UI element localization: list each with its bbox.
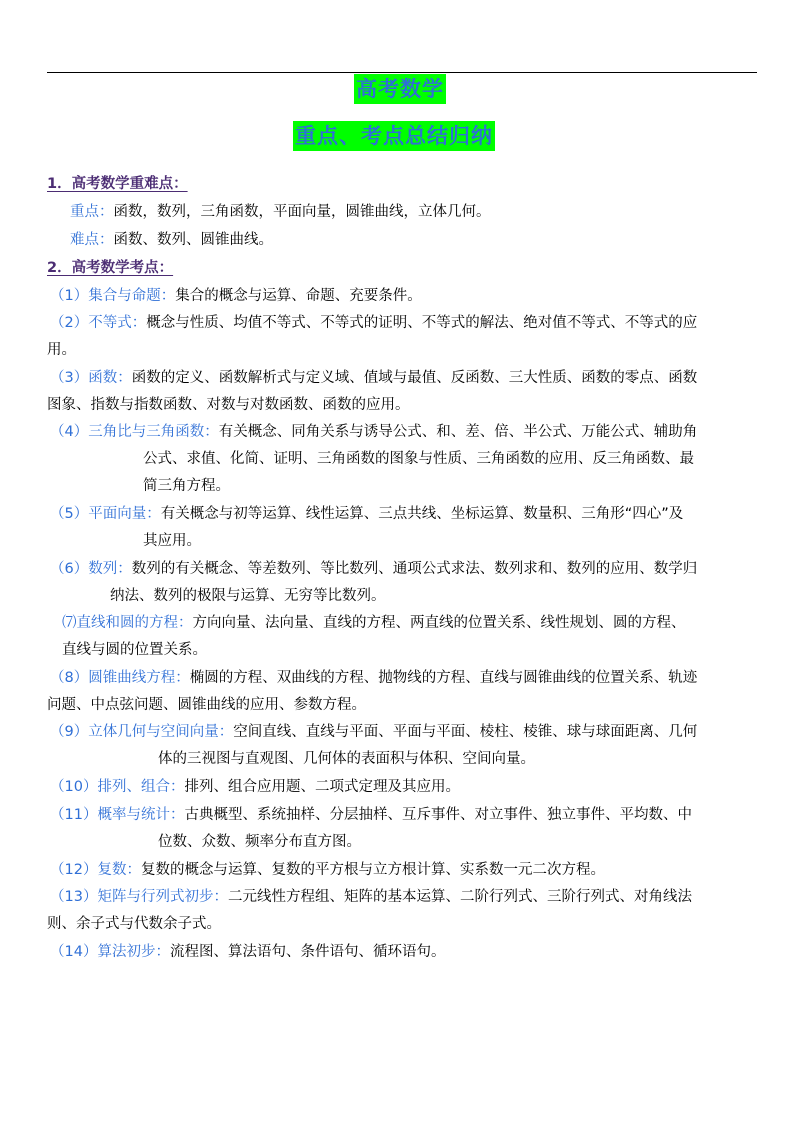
topic-9-continuation: 体的三视图与直观图、几何体的表面积与体积、空间向量。	[158, 751, 535, 767]
topic-8	[50, 666, 697, 687]
topic-2-continuation: 用。	[47, 342, 76, 358]
topic-text: 椭圆的方程、双曲线的方程、抛物线的方程、直线与圆锥曲线的位置关系、轨迹	[189, 670, 698, 686]
topic-label: 算法初步：	[97, 944, 170, 960]
topic-13-continuation: 则、余子式与代数余子式。	[47, 916, 221, 932]
topic-6	[50, 557, 697, 578]
topic-text: 排列、组合应用题、二项式定理及其应用。	[184, 779, 460, 795]
topic-text: 方向向量、法向量、直线的方程、两直线的位置关系、线性规划、圆的方程、	[192, 615, 686, 631]
topic-number: （10）	[50, 779, 98, 795]
topic-number: ⑺	[62, 615, 77, 631]
topic-3-continuation: 图象、指数与指数函数、对数与对数函数、函数的应用。	[47, 397, 410, 413]
topic-4-continuation-2: 简三角方程。	[143, 478, 230, 494]
topic-number: （1）	[50, 288, 89, 304]
topic-4-continuation-1: 公式、求值、化简、证明、三角函数的图象与性质、三角函数的应用、反三角函数、最	[143, 451, 694, 467]
topic-4	[50, 420, 697, 441]
topic-number: （4）	[50, 424, 89, 440]
topic-number: （5）	[50, 506, 89, 522]
section-heading-exam-points: 2．高考数学考点：	[47, 260, 174, 276]
topic-number: （8）	[50, 670, 89, 686]
topic-label: 圆锥曲线方程：	[88, 670, 190, 686]
topic-9	[50, 720, 697, 741]
hard-points-text: 函数、数列、圆锥曲线。	[113, 232, 273, 248]
topic-number: （12）	[50, 862, 98, 878]
topic-14	[50, 940, 445, 961]
topic-label: 直线和圆的方程：	[76, 615, 193, 631]
key-points-text: 函数，数列，三角函数，平面向量，圆锥曲线，立体几何。	[113, 204, 491, 220]
topic-text: 集合的概念与运算、命题、充要条件。	[175, 288, 422, 304]
topic-label: 矩阵与行列式初步：	[97, 889, 228, 905]
topic-number: （6）	[50, 561, 89, 577]
hard-points-label: 难点：	[70, 232, 114, 248]
key-points-line	[70, 200, 491, 221]
topic-7-continuation: 直线与圆的位置关系。	[62, 642, 207, 658]
topic-5-continuation: 其应用。	[143, 533, 201, 549]
topic-11	[50, 803, 692, 824]
topic-label: 不等式：	[88, 315, 147, 331]
page-title: 高考数学	[354, 74, 446, 104]
topic-number: （13）	[50, 889, 98, 905]
topic-11-continuation: 位数、众数、频率分布直方图。	[158, 834, 361, 850]
topic-7	[62, 611, 686, 632]
topic-text: 二元线性方程组、矩阵的基本运算、二阶行列式、三阶行列式、对角线法	[227, 889, 692, 905]
topic-number: （9）	[50, 724, 89, 740]
topic-5	[50, 502, 683, 523]
key-points-label: 重点：	[70, 204, 114, 220]
topic-6-continuation: 纳法、数列的极限与运算、无穷等比数列。	[110, 588, 386, 604]
topic-8-continuation: 问题、中点弦问题、圆锥曲线的应用、参数方程。	[47, 697, 366, 713]
topic-label: 函数：	[88, 370, 132, 386]
topic-number: （3）	[50, 370, 89, 386]
topic-label: 排列、组合：	[97, 779, 185, 795]
topic-label: 复数：	[97, 862, 141, 878]
topic-3	[50, 366, 697, 387]
topic-text: 函数的定义、函数解析式与定义域、值域与最值、反函数、三大性质、函数的零点、函数	[131, 370, 698, 386]
topic-text: 有关概念、同角关系与诱导公式、和、差、倍、半公式、万能公式、辅助角	[218, 424, 698, 440]
topic-10	[50, 775, 460, 796]
topic-label: 平面向量：	[88, 506, 161, 522]
page-subtitle: 重点、考点总结归纳	[293, 121, 495, 151]
topic-label: 概率与统计：	[97, 807, 185, 823]
topic-label: 数列：	[88, 561, 132, 577]
topic-number: （11）	[50, 807, 98, 823]
topic-label: 立体几何与空间向量：	[88, 724, 234, 740]
topic-label: 三角比与三角函数：	[88, 424, 219, 440]
topic-label: 集合与命题：	[88, 288, 176, 304]
topic-text: 有关概念与初等运算、线性运算、三点共线、坐标运算、数量积、三角形“四心”及	[160, 506, 684, 522]
section-heading-difficulties: 1．高考数学重难点：	[47, 176, 188, 192]
topic-text: 复数的概念与运算、复数的平方根与立方根计算、实系数一元二次方程。	[140, 862, 605, 878]
topic-text: 概念与性质、均值不等式、不等式的证明、不等式的解法、绝对值不等式、不等式的应	[146, 315, 698, 331]
topic-text: 古典概型、系统抽样、分层抽样、互斥事件、对立事件、独立事件、平均数、中	[184, 807, 692, 823]
topic-2	[50, 311, 697, 332]
topic-1	[50, 284, 422, 305]
topic-number: （14）	[50, 944, 98, 960]
topic-text: 空间直线、直线与平面、平面与平面、棱柱、棱锥、球与球面距离、几何	[233, 724, 698, 740]
topic-13	[50, 885, 692, 906]
topic-text: 数列的有关概念、等差数列、等比数列、通项公式求法、数列求和、数列的应用、数学归	[131, 561, 698, 577]
hard-points-line	[70, 228, 273, 249]
topic-text: 流程图、算法语句、条件语句、循环语句。	[169, 944, 446, 960]
topic-number: （2）	[50, 315, 89, 331]
header-rule	[47, 72, 757, 73]
topic-12	[50, 858, 605, 879]
